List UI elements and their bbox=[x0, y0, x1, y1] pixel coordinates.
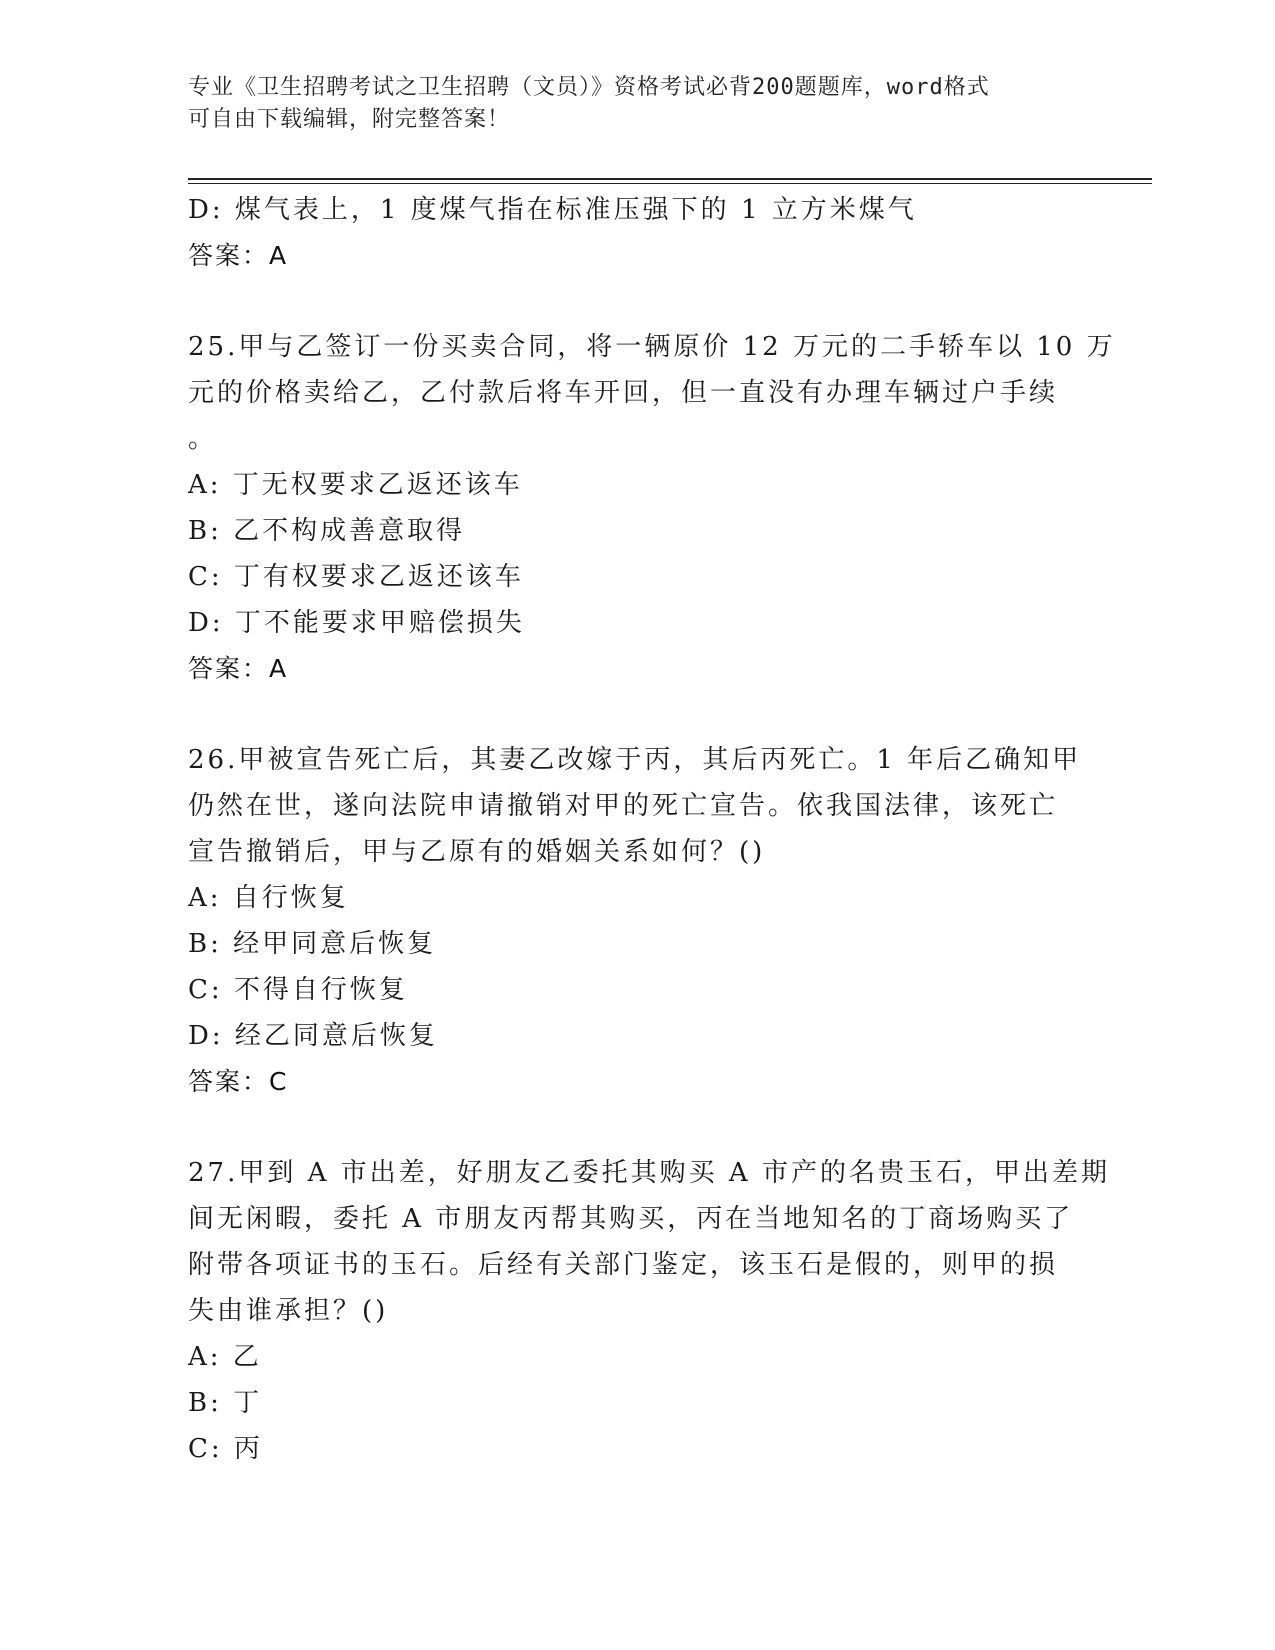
question-text-line: 元的价格卖给乙，乙付款后将车开回，但一直没有办理车辆过户手续 bbox=[188, 378, 1059, 408]
header-divider-thin bbox=[188, 183, 1152, 184]
option-a: A: 乙 bbox=[188, 1342, 262, 1372]
question-text-line: 27.甲到 A 市出差，好朋友乙委托其购买 A 市产的名贵玉石，甲出差期 bbox=[188, 1158, 1110, 1188]
option-d: D: 丁不能要求甲赔偿损失 bbox=[188, 608, 525, 638]
question-25 bbox=[188, 324, 1116, 692]
document-header bbox=[188, 72, 1088, 136]
answer-line: 答案：C bbox=[188, 1067, 289, 1096]
header-line-1: 专业《卫生招聘考试之卫生招聘（文员）》资格考试必背200题题库，word格式 bbox=[188, 75, 990, 100]
question-text-line: 。 bbox=[188, 424, 218, 454]
question-text-line: 间无闲暇，委托 A 市朋友丙帮其购买，丙在当地知名的丁商场购买了 bbox=[188, 1204, 1074, 1234]
document-body bbox=[188, 187, 1116, 1472]
previous-question-tail bbox=[188, 187, 1068, 279]
option-b: B: 乙不构成善意取得 bbox=[188, 516, 466, 546]
option-c: C: 丙 bbox=[188, 1434, 263, 1464]
option-c: C: 不得自行恢复 bbox=[188, 975, 408, 1005]
question-text-line: 失由谁承担？() bbox=[188, 1296, 389, 1326]
option-d: D: 煤气表上，1 度煤气指在标准压强下的 1 立方米煤气 bbox=[188, 195, 917, 225]
option-a: A: 丁无权要求乙返还该车 bbox=[188, 470, 523, 500]
option-b: B: 丁 bbox=[188, 1388, 263, 1418]
question-text-line: 26.甲被宣告死亡后，其妻乙改嫁于丙，其后丙死亡。1 年后乙确知甲 bbox=[188, 745, 1082, 775]
question-27 bbox=[188, 1150, 1110, 1472]
question-text-line: 宣告撤销后，甲与乙原有的婚姻关系如何？() bbox=[188, 837, 766, 867]
answer-line: 答案：A bbox=[188, 654, 289, 683]
question-text-line: 25.甲与乙签订一份买卖合同，将一辆原价 12 万元的二手轿车以 10 万 bbox=[188, 332, 1116, 362]
header-line-2: 可自由下载编辑，附完整答案！ bbox=[188, 107, 511, 132]
option-c: C: 丁有权要求乙返还该车 bbox=[188, 562, 524, 592]
question-26 bbox=[188, 737, 1082, 1105]
question-text-line: 附带各项证书的玉石。后经有关部门鉴定，该玉石是假的，则甲的损 bbox=[188, 1250, 1059, 1280]
option-b: B: 经甲同意后恢复 bbox=[188, 929, 437, 959]
option-a: A: 自行恢复 bbox=[188, 883, 349, 913]
header-divider-thick bbox=[188, 178, 1152, 180]
option-d: D: 经乙同意后恢复 bbox=[188, 1021, 438, 1051]
answer-line: 答案：A bbox=[188, 241, 289, 270]
question-text-line: 仍然在世，遂向法院申请撤销对甲的死亡宣告。依我国法律，该死亡 bbox=[188, 791, 1059, 821]
